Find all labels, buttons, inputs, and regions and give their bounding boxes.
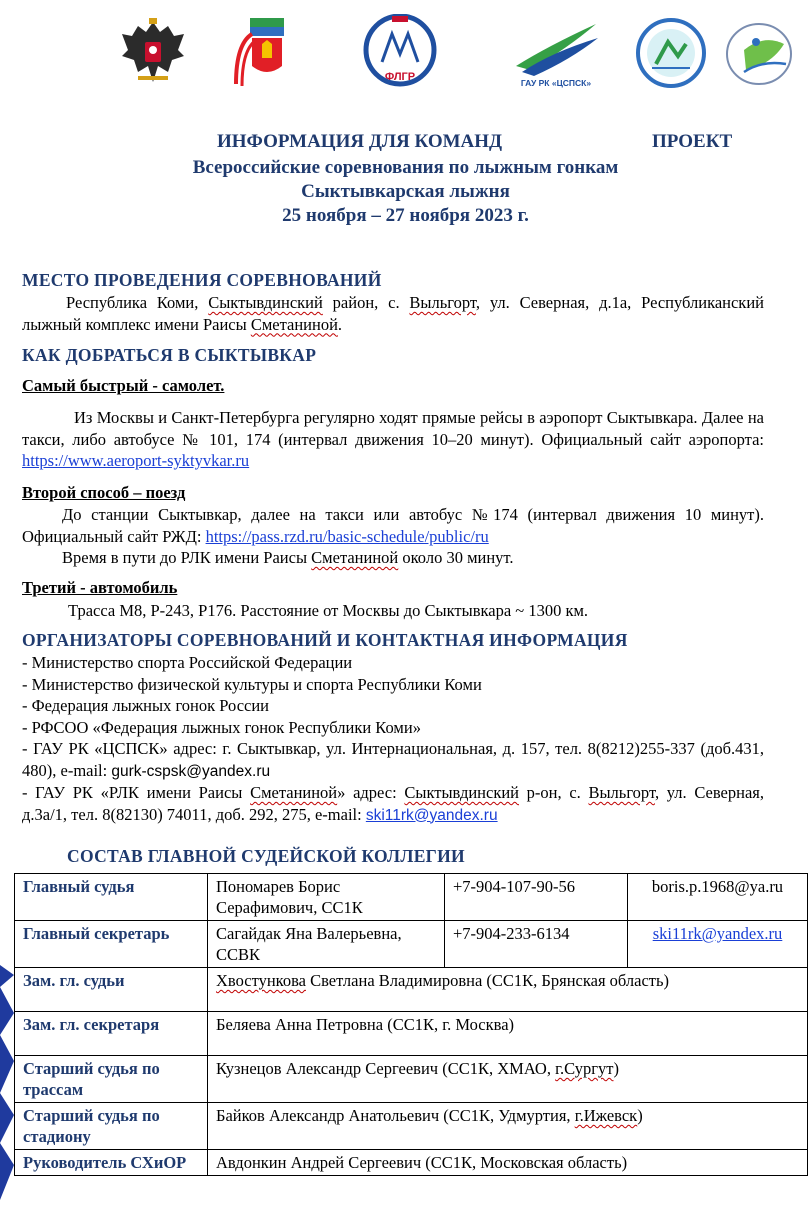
car-paragraph: Трасса М8, Р-243, Р176. Расстояние от Москвы до Сыктывкара ~ 1300 км. <box>68 601 589 620</box>
coat-of-arms-russia-logo <box>118 16 188 88</box>
name-cell <box>208 968 808 1012</box>
train-text: До станции Сыктывкар, далее на такси или автобус №174 (интервал движения 10 минут). Официальный сайт РЖД: <box>22 505 764 546</box>
travel-time-surname: Сметаниной <box>311 548 399 567</box>
organizer-district: Сыктывдинский <box>404 783 519 802</box>
gau-rk-cspsk-logo-text: ГАУ РК «ЦСПСК» <box>520 78 592 88</box>
venue-surname: Сметаниной <box>250 314 338 334</box>
airport-link[interactable]: https://www.aeroport-syktyvkar.ru <box>22 451 250 470</box>
gau-rk-cspsk-logo <box>508 18 604 90</box>
table-row <box>15 1103 808 1150</box>
venue-district: Сыктывдинский <box>208 293 323 312</box>
skier-emblem-logo <box>724 20 794 88</box>
name-cell: Авдонкин Андрей Сергеевич (СС1К, Московская область) <box>208 1150 808 1176</box>
role-cell: Зам. гл. секретаря <box>15 1012 208 1056</box>
name-part: Хвостункова <box>216 971 306 990</box>
travel-time-text: около 30 минут. <box>398 548 514 567</box>
secretary-email-link[interactable]: ski11rk@yandex.ru <box>652 924 783 943</box>
train-subheading: Второй способ – поезд <box>22 483 186 502</box>
venue-heading: МЕСТО ПРОВЕДЕНИЯ СОРЕВНОВАНИЙ <box>22 270 382 290</box>
name-part: ) <box>613 1059 619 1078</box>
komi-republic-logo <box>232 14 290 90</box>
email-cell: boris.p.1968@ya.ru <box>628 874 808 921</box>
venue-text: . <box>337 314 343 334</box>
side-stripe-graphic <box>0 965 14 1200</box>
table-row <box>15 921 808 968</box>
train-paragraph <box>22 504 764 547</box>
organizer-text: - ГАУ РК «ЦСПСК» адрес: г. Сыктывкар, ул. Интернациональная, д. 157, тел. 8(8212)255-337 (доб.431, 480), e-mail: <box>22 739 764 780</box>
name-part: г.Ижевск <box>574 1106 638 1125</box>
role-cell: Руководитель СХиОР <box>15 1150 208 1176</box>
name-cell: Пономарев Борис Серафимович, СС1К <box>208 874 445 921</box>
table-row <box>15 1150 808 1176</box>
role-cell: Старший судья по трассам <box>15 1056 208 1103</box>
side-decoration <box>0 965 14 1200</box>
organizer-item: - Федерация лыжных гонок России <box>22 696 270 715</box>
rlk-email-link[interactable]: ski11rk@yandex.ru <box>365 806 498 824</box>
name-part: Байков Александр Анатольевич (СС1К, Удмуртия, <box>216 1106 575 1125</box>
email-cell <box>628 921 808 968</box>
organizers-heading: ОРГАНИЗАТОРЫ СОРЕВНОВАНИЙ И КОНТАКТНАЯ ИНФОРМАЦИЯ <box>22 630 628 650</box>
project-label: ПРОЕКТ <box>652 131 733 152</box>
car-subheading: Третий - автомобиль <box>22 578 178 597</box>
venue-text: Республика Коми, <box>66 293 209 312</box>
plane-subheading: Самый быстрый - самолет. <box>22 376 225 395</box>
venue-paragraph <box>22 292 764 335</box>
event-dates: 25 ноября – 27 ноября 2023 г. <box>282 205 529 226</box>
organizer-item-rlk <box>22 782 764 826</box>
name-part: г.Сургут <box>555 1059 614 1078</box>
venue-text: район, с. <box>322 293 410 312</box>
venue-text: , ул. Северная, д.1а, Республиканский лыжный комплекс имени Раисы <box>22 293 764 334</box>
flgr-logo-text: ФЛГР <box>384 71 416 83</box>
name-part: Кузнецов Александр Сергеевич (СС1К, ХМАО, <box>216 1059 556 1078</box>
organizer-item: - Министерство спорта Российской Федерации <box>22 653 353 672</box>
organizer-text: » адрес: <box>337 783 405 802</box>
organizer-village: Выльгорт <box>588 783 655 802</box>
name-cell <box>208 1056 808 1103</box>
logo-bar <box>0 14 811 94</box>
rzd-link[interactable]: https://pass.rzd.ru/basic-schedule/public/ru <box>205 526 489 546</box>
competition-name: Всероссийские соревнования по лыжным гонкам <box>192 157 619 178</box>
info-title: ИНФОРМАЦИЯ ДЛЯ КОМАНД <box>217 131 503 152</box>
organizer-text: р-он, с. <box>519 783 589 802</box>
role-cell: Зам. гл. судьи <box>15 968 208 1012</box>
organizer-text: - ГАУ РК «РЛК имени Раисы <box>22 783 251 802</box>
plane-text: Из Москвы и Санкт-Петербурга регулярно ходят прямые рейсы в аэропорт Сыктывкара. Далее на такси, либо автобусе № 101, 174 (интервал движения 10–20 минут). Официальный сайт аэропорта: <box>22 408 764 449</box>
name-cell: Беляева Анна Петровна (СС1К, г. Москва) <box>208 1012 808 1056</box>
table-row <box>15 968 808 1012</box>
howto-heading: КАК ДОБРАТЬСЯ В СЫКТЫВКАР <box>22 345 317 365</box>
flgr-logo <box>362 14 438 92</box>
komi-ski-federation-logo <box>634 16 708 90</box>
name-cell <box>208 1103 808 1150</box>
table-row <box>15 1012 808 1056</box>
organizer-item: - Министерство физической культуры и спорта Республики Коми <box>22 674 482 694</box>
document-title-block <box>0 130 811 228</box>
name-part: ) <box>637 1106 643 1125</box>
venue-village: Выльгорт <box>409 293 476 312</box>
organizer-item-cspsk <box>22 738 764 782</box>
role-cell: Главный судья <box>15 874 208 921</box>
judges-table <box>14 873 808 1176</box>
phone-cell: +7-904-107-90-56 <box>445 874 628 921</box>
organizer-item: - РФСОО «Федерация лыжных гонок Республики Коми» <box>22 717 421 737</box>
organizers-list <box>22 652 764 826</box>
role-cell: Старший судья по стадиону <box>15 1103 208 1150</box>
organizer-surname: Сметаниной <box>250 783 338 802</box>
plane-paragraph <box>22 407 764 472</box>
name-cell: Сагайдак Яна Валерьевна, ССВК <box>208 921 445 968</box>
organizer-text: , ул. Северная, д.3а/1, тел. 8(82130) 74011, доб. 292, 275, e-mail: <box>22 783 764 824</box>
travel-time-text: Время в пути до РЛК имени Раисы <box>62 548 312 567</box>
phone-cell: +7-904-233-6134 <box>445 921 628 968</box>
table-row <box>15 1056 808 1103</box>
role-cell: Главный секретарь <box>15 921 208 968</box>
name-part: Светлана Владимировна (СС1К, Брянская область) <box>305 971 670 990</box>
table-row <box>15 874 808 921</box>
travel-time <box>22 547 764 569</box>
event-name: Сыктывкарская лыжня <box>301 181 510 202</box>
judges-heading: СОСТАВ ГЛАВНОЙ СУДЕЙСКОЙ КОЛЛЕГИИ <box>67 846 465 866</box>
cspsk-email: gurk-cspsk@yandex.ru <box>111 762 271 780</box>
